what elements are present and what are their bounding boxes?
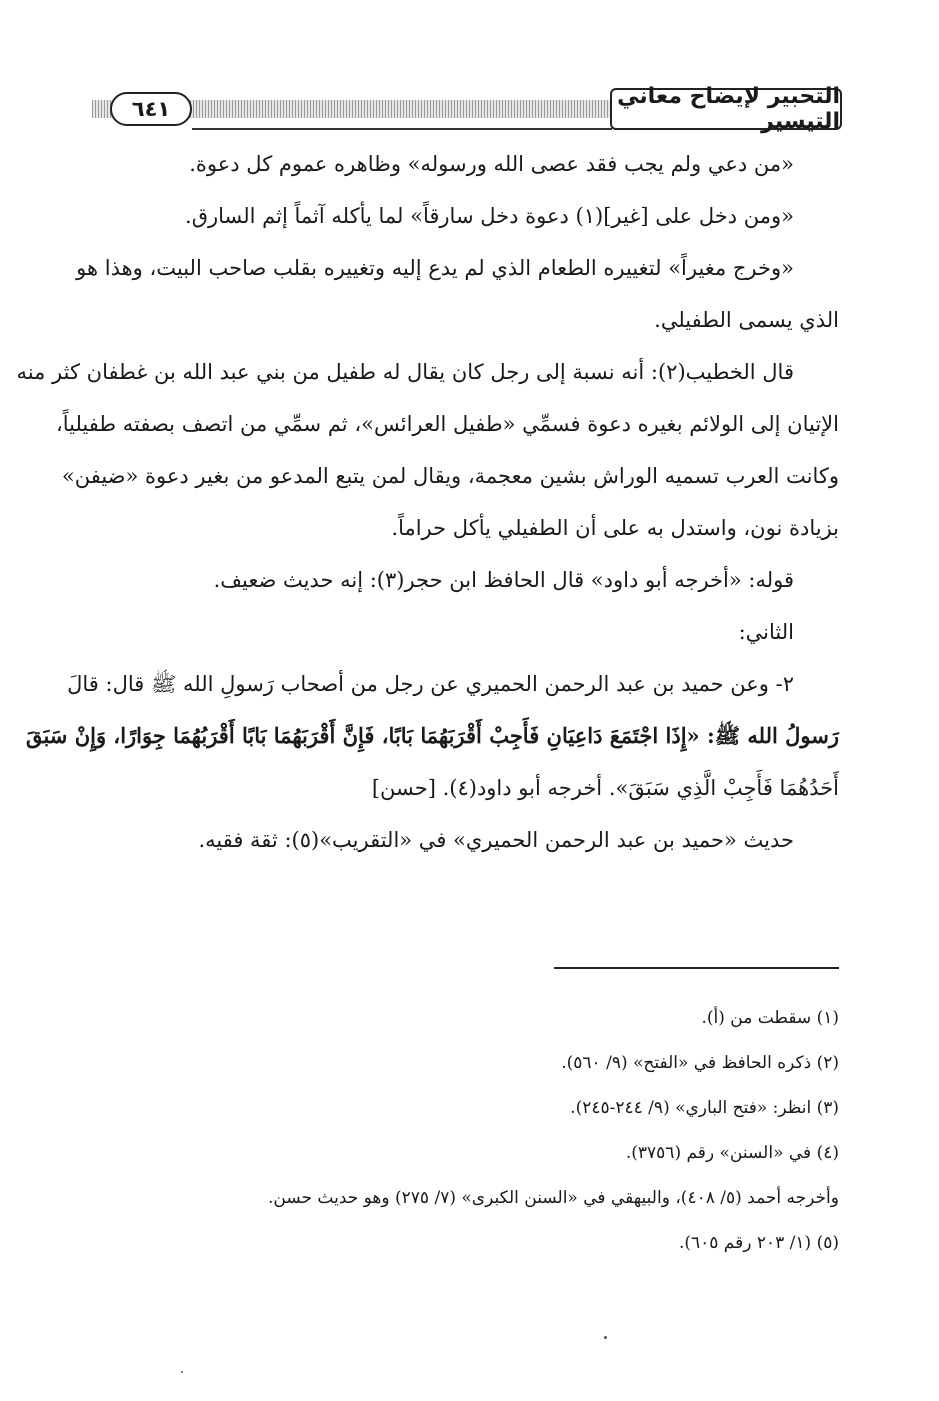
text-line: قوله: «أخرجه أبو داود» قال الحافظ ابن حجر(٣): إنه حديث ضعيف. bbox=[213, 568, 794, 592]
section-label: الثاني: bbox=[738, 620, 794, 644]
text-line: وكانت العرب تسميه الوراش بشين معجمة، ويقال لمن يتبع المدعو من بغير دعوة «ضيفن» bbox=[61, 464, 839, 488]
hadith-line: رَسولُ الله ﷺ: «إِذَا اجْتَمَعَ دَاعِيَانِ فَأَجِبْ أَقْرَبَهُمَا بَابًا، فَإِنَّ أَقْرَبَهُمَا بَابًا أَقْرَبُهُمَا جِوَارًا، وَإِنْ سَبَقَ bbox=[25, 723, 839, 748]
page-number: ٦٤١ bbox=[110, 92, 192, 126]
hadith-line: أَحَدُهُمَا فَأَجِبْ الَّذِي سَبَقَ». أخرجه أبو داود(٤). [حسن] bbox=[371, 776, 839, 800]
text-line: «ومن دخل على [غير](١) دعوة دخل سارقاً» لما يأكله آثماً إثم السارق. bbox=[185, 204, 794, 228]
text-line: الإتيان إلى الولائم بغيره دعوة فسمِّي «طفيل العرائس»، ثم سمِّي من اتصف بصفته طفيلياً، bbox=[55, 412, 839, 436]
footnote: وأخرجه أحمد (٥/ ٤٠٨)، والبيهقي في «السنن الكبرى» (٧/ ٢٧٥) وهو حديث حسن. bbox=[267, 1188, 839, 1208]
page-header bbox=[92, 84, 842, 138]
text-line: الذي يسمى الطفيلي. bbox=[654, 308, 839, 332]
scan-speck bbox=[181, 1371, 183, 1373]
footnote-separator bbox=[554, 967, 839, 969]
header-rule bbox=[192, 128, 612, 130]
text-line: بزيادة نون، واستدل به على أن الطفيلي يأكل حراماً. bbox=[391, 516, 839, 540]
footnote: (١) سقطت من (أ). bbox=[701, 1008, 839, 1028]
footnotes bbox=[94, 996, 839, 1266]
footnote: (٥) (١/ ٢٠٣ رقم ٦٠٥). bbox=[678, 1233, 839, 1253]
text-line: حديث «حميد بن عبد الرحمن الحميري» في «التقريب»(٥): ثقة فقيه. bbox=[198, 828, 794, 852]
footnote: (٢) ذكره الحافظ في «الفتح» (٩/ ٥٦٠). bbox=[561, 1053, 839, 1073]
text-line: «وخرج مغيراً» لتغييره الطعام الذي لم يدع إليه وتغييره بقلب صاحب البيت، وهذا هو bbox=[76, 256, 794, 280]
hadith-line: ٢- وعن حميد بن عبد الرحمن الحميري عن رجل من أصحاب رَسولِ الله ﷺ قال: قالَ bbox=[67, 672, 794, 696]
main-text bbox=[16, 138, 839, 866]
footnote: (٣) انظر: «فتح الباري» (٩/ ٢٤٤-٢٤٥). bbox=[570, 1098, 839, 1118]
book-title: التحبير لإيضاح معاني التيسير bbox=[610, 88, 842, 130]
text-line: قال الخطيب(٢): أنه نسبة إلى رجل كان يقال له طفيل من بني عبد الله بن غطفان كثر منه bbox=[16, 360, 794, 384]
scan-speck bbox=[604, 1336, 607, 1339]
footnote: (٤) في «السنن» رقم (٣٧٥٦). bbox=[625, 1143, 839, 1163]
header-ornament-band bbox=[172, 100, 612, 118]
text-line: «من دعي ولم يجب فقد عصى الله ورسوله» وظاهره عموم كل دعوة. bbox=[189, 152, 794, 176]
